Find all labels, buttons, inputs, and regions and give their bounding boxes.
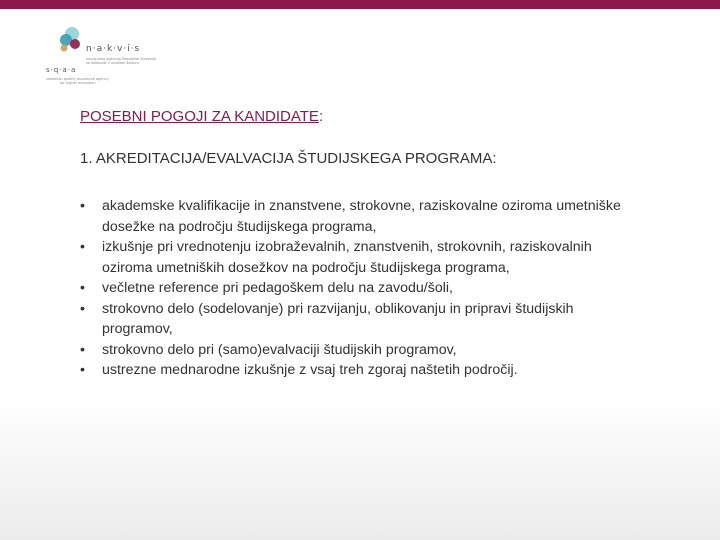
bullet-icon: • — [80, 280, 85, 296]
section-heading: 1. AKREDITACIJA/EVALVACIJA ŠTUDIJSKEGA PROGRAMA: — [80, 150, 497, 167]
logo-alt-tagline-2: for higher education — [60, 81, 96, 85]
requirements-list — [80, 196, 640, 381]
logo-tagline-1: nacionalna agencija Republike Slovenije — [86, 57, 157, 61]
top-accent-bar — [0, 0, 720, 9]
list-item — [80, 340, 640, 361]
list-item-text: ustrezne mednarodne izkušnje z vsaj treh zgoraj naštetih področij. — [102, 362, 518, 378]
slide-title-text: POSEBNI POGOJI ZA KANDIDATE — [80, 108, 319, 125]
logo-alt-name: s·q·a·a — [46, 66, 77, 74]
list-item — [80, 299, 640, 340]
slide-title-colon: : — [318, 108, 324, 125]
bottom-fade — [0, 395, 720, 540]
logo-alt-tagline-1: slovenian quality assurance agency — [46, 77, 109, 81]
list-item — [80, 278, 640, 299]
list-item — [80, 196, 640, 237]
list-item-text: večletne reference pri pedagoškem delu na zavodu/šoli, — [102, 280, 453, 296]
logo-name: n·a·k·v·i·s — [86, 44, 141, 54]
list-item — [80, 360, 640, 381]
bullet-icon: • — [80, 239, 85, 255]
logo-tagline-2: za kakovost v visokem šolstvu — [86, 61, 139, 65]
list-item-text: akademske kvalifikacije in znanstvene, strokovne, raziskovalne oziroma umetniške dosežke na področju študijskega programa, — [102, 198, 621, 235]
bullet-icon: • — [80, 341, 85, 358]
list-item — [80, 237, 640, 278]
bullet-icon: • — [80, 300, 85, 317]
list-item-text: strokovno delo pri (samo)evalvaciji študijskih programov, — [102, 341, 457, 358]
list-item-text: strokovno delo (sodelovanje) pri razvijanju, oblikovanju in pripravi študijskih programov, — [102, 300, 574, 337]
list-item-text: izkušnje pri vrednotenju izobraževalnih, znanstvenih, strokovnih, raziskovalnih oziroma umetniških dosežkov na področju študijskega programa, — [102, 239, 592, 276]
logo-circles-icon — [42, 26, 86, 66]
slide-title — [80, 108, 323, 125]
nakvis-logo — [42, 26, 182, 98]
bullet-icon: • — [80, 198, 85, 214]
bullet-icon: • — [80, 362, 85, 378]
